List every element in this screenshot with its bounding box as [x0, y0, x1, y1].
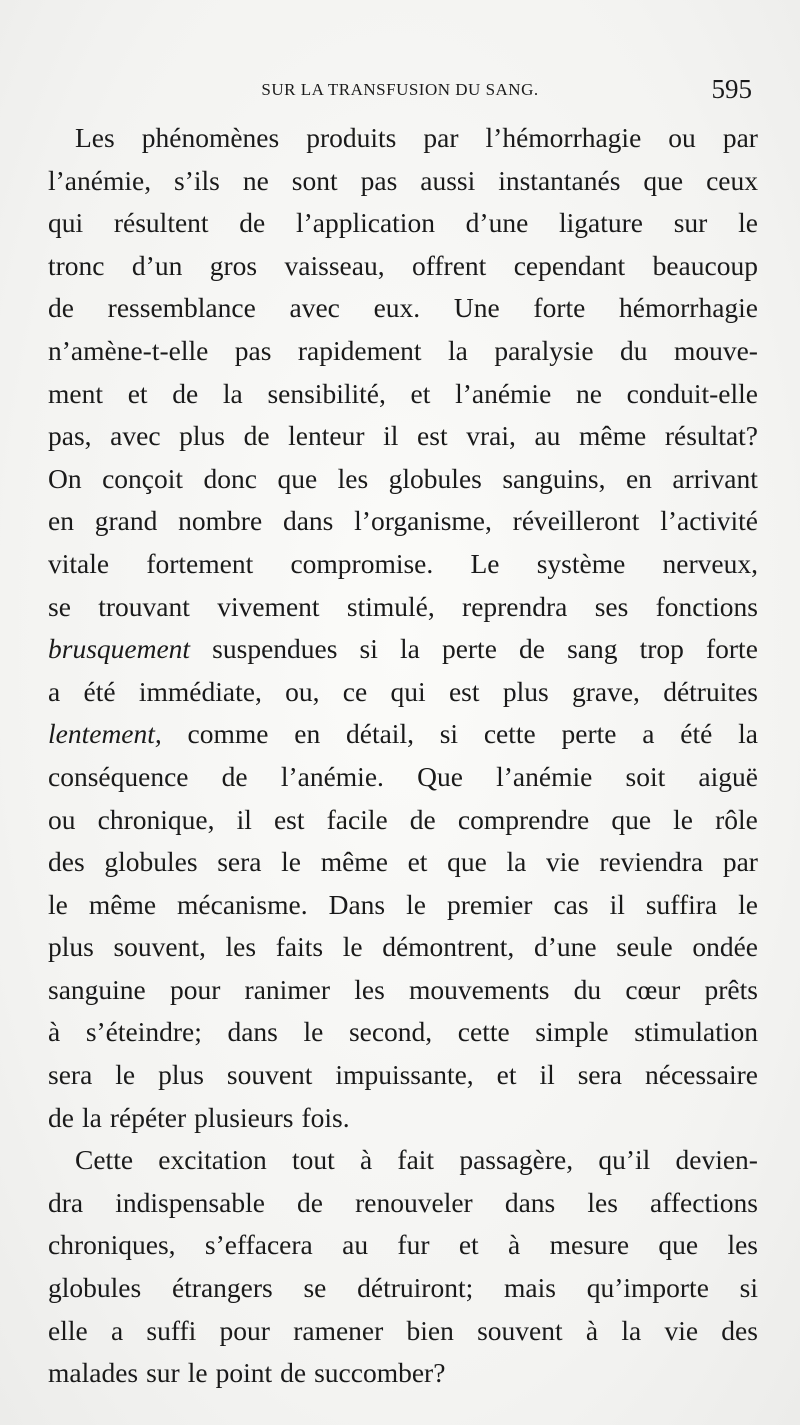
text-line: [48, 884, 758, 927]
word: de: [409, 803, 436, 835]
word: tronc: [48, 249, 105, 281]
word: ondée: [692, 931, 758, 963]
word: l’application: [295, 207, 435, 239]
word: vivement: [217, 590, 320, 622]
word: la: [448, 334, 468, 366]
running-head: [48, 74, 752, 110]
word: offrent: [411, 249, 487, 281]
word: cette: [457, 1016, 510, 1048]
word: affections: [650, 1186, 758, 1218]
body-text: [48, 117, 758, 1395]
text-line: [48, 713, 758, 756]
word: étrangers: [171, 1272, 273, 1304]
word: et: [410, 377, 431, 409]
word: Que: [417, 760, 463, 792]
text-line: [48, 117, 758, 160]
word: fois.: [301, 1101, 350, 1133]
word: cette: [483, 718, 536, 750]
word: le: [673, 803, 693, 835]
word: système: [536, 547, 626, 579]
word: à: [359, 1144, 373, 1176]
word: si: [439, 718, 459, 750]
word: Une: [453, 292, 500, 324]
word: sera: [577, 1059, 623, 1091]
word: sanguine: [48, 973, 146, 1005]
word: détail,: [346, 718, 414, 750]
text-line: [48, 202, 758, 245]
word: la: [621, 1314, 642, 1346]
word: chronique,: [97, 803, 215, 835]
word: cas: [553, 888, 589, 920]
word: les: [337, 462, 369, 494]
word: conçoit: [102, 462, 184, 494]
word: détruites: [663, 675, 758, 707]
word: de: [48, 1101, 74, 1133]
word: de: [280, 1357, 307, 1389]
word: par: [722, 122, 758, 153]
word: Le: [470, 547, 500, 579]
word: plus: [179, 420, 225, 452]
word: il: [539, 1059, 555, 1091]
word: ou: [668, 122, 696, 153]
word: compromise.: [290, 547, 434, 579]
word: phénomènes: [141, 122, 280, 153]
word: l’activité: [660, 505, 758, 537]
word: dans: [227, 1016, 278, 1048]
word: l’hémorrhagie: [485, 122, 642, 153]
word: le: [738, 207, 758, 239]
word: eux.: [373, 292, 421, 324]
word: l’anémie,: [48, 164, 152, 196]
word: nombre: [178, 505, 263, 537]
word: nécessaire: [644, 1059, 758, 1091]
word: souvent,: [113, 931, 206, 963]
word: du: [573, 973, 602, 1005]
word: mouve-: [673, 334, 758, 366]
word: est: [273, 803, 305, 835]
word: devien-: [675, 1144, 758, 1176]
word: ramener: [293, 1314, 384, 1346]
word: le: [303, 1016, 324, 1048]
word: arrivant: [672, 462, 758, 494]
word: l’anémie.: [280, 760, 384, 792]
word: à: [585, 1314, 599, 1346]
text-line: [48, 1352, 758, 1395]
text-line: [48, 1054, 758, 1097]
word: ne: [575, 377, 602, 409]
text-line: [48, 799, 758, 842]
word: ligature: [559, 207, 644, 239]
word: brusquement: [48, 633, 191, 665]
word: forte: [533, 292, 586, 324]
word: que: [611, 803, 652, 835]
word: plus: [502, 675, 549, 707]
word: et: [458, 1229, 479, 1261]
word: il: [609, 888, 625, 920]
word: d’un: [131, 249, 183, 281]
word: plus: [48, 931, 94, 963]
word: pour: [219, 1314, 270, 1346]
word: succomber?: [314, 1357, 446, 1389]
word: grave,: [571, 675, 640, 707]
text-line: [48, 543, 758, 586]
word: et: [496, 1059, 517, 1091]
word: mouvements: [408, 973, 550, 1005]
text-line: [48, 1011, 758, 1054]
word: pas: [234, 334, 272, 366]
word: comprendre: [457, 803, 590, 835]
text-line: [48, 969, 758, 1012]
word: de: [172, 377, 199, 409]
word: gros: [209, 249, 258, 281]
word: impuissante,: [335, 1059, 474, 1091]
word: prêts: [704, 973, 758, 1005]
word: le: [342, 931, 363, 963]
page-number: 595: [711, 74, 752, 104]
running-title: SUR LA TRANSFUSION DU SANG.: [261, 80, 539, 99]
word: se: [48, 590, 71, 622]
word: plus: [158, 1059, 204, 1091]
word: sont: [291, 164, 338, 196]
word: instantanés: [498, 164, 621, 196]
word: démontrent,: [382, 931, 515, 963]
word: été: [83, 675, 116, 707]
text-line: [48, 841, 758, 884]
word: le: [738, 888, 758, 920]
word: souvent: [226, 1059, 313, 1091]
word: hémorrhagie: [619, 292, 758, 324]
word: sur: [673, 207, 708, 239]
word: par: [722, 846, 758, 878]
word: en: [48, 505, 74, 537]
word: stimulation: [634, 1016, 758, 1048]
text-line: [48, 245, 758, 288]
word: perte: [561, 718, 617, 750]
word: rôle: [715, 803, 758, 835]
word: mécanisme.: [177, 888, 308, 920]
word: fonctions: [655, 590, 758, 622]
word: Cette: [75, 1144, 134, 1176]
word: la: [222, 377, 243, 409]
word: même: [88, 888, 157, 920]
word: s’effacera: [204, 1229, 313, 1261]
word: premier: [446, 888, 533, 920]
word: est: [448, 675, 480, 707]
text-line: [48, 1139, 758, 1182]
word: avec: [110, 420, 161, 452]
text-line: [48, 586, 758, 629]
text-line: [48, 330, 758, 373]
word: le: [187, 1357, 208, 1389]
word: fait: [397, 1144, 435, 1176]
text-line: [48, 1267, 758, 1310]
word: suspendues: [212, 633, 338, 665]
word: dans: [282, 505, 334, 537]
word: grand: [94, 505, 158, 537]
word: conséquence: [48, 760, 189, 792]
word: elle: [48, 1314, 88, 1346]
word: vie: [664, 1314, 699, 1346]
word: fur: [397, 1229, 430, 1261]
word: n’amène-t-elle: [48, 334, 209, 366]
word: Dans: [328, 888, 386, 920]
word: ses: [594, 590, 629, 622]
word: comme: [187, 718, 269, 750]
word: détruiront;: [357, 1272, 474, 1304]
word: aussi: [420, 164, 476, 196]
word: vrai,: [466, 420, 516, 452]
word: bien: [406, 1314, 454, 1346]
word: sensibilité,: [267, 377, 386, 409]
word: que: [658, 1229, 699, 1261]
word: le: [281, 846, 302, 878]
word: si: [739, 1272, 758, 1304]
word: de: [239, 207, 266, 239]
word: point: [215, 1357, 273, 1389]
word: des: [721, 1314, 758, 1346]
word: l’organisme,: [354, 505, 492, 537]
word: les: [225, 931, 257, 963]
word: pour: [169, 973, 221, 1005]
text-line: [48, 1310, 758, 1353]
word: le: [115, 1059, 136, 1091]
text-line: [48, 628, 758, 671]
word: si: [359, 633, 378, 665]
word: cependant: [513, 249, 626, 281]
word: trouvant: [98, 590, 190, 622]
word: facile: [326, 803, 388, 835]
word: de: [221, 760, 248, 792]
word: globules: [104, 846, 198, 878]
word: vie: [546, 846, 580, 878]
text-line: [48, 756, 758, 799]
word: nerveux,: [662, 547, 758, 579]
word: trop: [639, 633, 684, 665]
text-line: [48, 287, 758, 330]
word: rapidement: [297, 334, 422, 366]
word: l’anémie: [455, 377, 552, 409]
word: de: [297, 1186, 324, 1218]
word: faits: [275, 931, 324, 963]
word: ceux: [706, 164, 758, 196]
word: reviendra: [599, 846, 704, 878]
word: seule: [616, 931, 673, 963]
word: qu’importe: [586, 1272, 709, 1304]
text-line: [48, 926, 758, 969]
word: ment: [48, 377, 103, 409]
word: s’ils: [174, 164, 220, 196]
word: tout: [291, 1144, 335, 1176]
word: stimulé,: [346, 590, 435, 622]
word: pas: [360, 164, 398, 196]
word: beaucoup: [652, 249, 758, 281]
word: en: [294, 718, 321, 750]
word: lenteur: [288, 420, 365, 452]
word: sera: [217, 846, 262, 878]
word: dans: [504, 1186, 556, 1218]
word: excitation: [158, 1144, 267, 1176]
word: cœur: [625, 973, 681, 1005]
word: la: [506, 846, 527, 878]
word: été: [680, 718, 713, 750]
word: globules: [388, 462, 482, 494]
word: ranimer: [244, 973, 331, 1005]
word: la: [81, 1101, 102, 1133]
word: sang: [567, 633, 618, 665]
word: que: [447, 846, 487, 878]
word: ou: [48, 803, 76, 835]
word: sanguins,: [502, 462, 606, 494]
word: de: [48, 292, 74, 324]
word: d’une: [465, 207, 529, 239]
word: donc: [203, 462, 257, 494]
word: qui: [390, 675, 426, 707]
text-line: [48, 373, 758, 416]
word: réveilleront: [512, 505, 640, 537]
word: Les: [75, 122, 115, 153]
word: globules: [48, 1272, 142, 1304]
text-line: [48, 415, 758, 458]
word: pas,: [48, 420, 92, 452]
word: conduit-elle: [626, 377, 758, 409]
word: et: [407, 846, 428, 878]
word: même: [320, 846, 388, 878]
word: résultat?: [664, 420, 758, 452]
word: soit: [625, 760, 666, 792]
word: par: [423, 122, 459, 153]
word: la: [399, 633, 420, 665]
word: est: [417, 420, 448, 452]
word: sera: [48, 1059, 93, 1091]
word: souvent: [477, 1314, 563, 1346]
text-line: [48, 1224, 758, 1267]
word: ressemblance: [107, 292, 256, 324]
text-line: [48, 1182, 758, 1225]
word: suffi: [146, 1314, 197, 1346]
word: simple: [535, 1016, 609, 1048]
word: immédiate,: [138, 675, 262, 707]
word: de: [519, 633, 545, 665]
word: les: [354, 973, 385, 1005]
word: s’éteindre;: [85, 1016, 202, 1048]
text-line: [48, 500, 758, 543]
word: produits: [306, 122, 397, 153]
word: la: [738, 718, 758, 750]
word: suffira: [645, 888, 718, 920]
word: plusieurs: [194, 1101, 294, 1133]
word: On: [48, 462, 82, 494]
word: aiguë: [698, 760, 758, 792]
word: mais: [504, 1272, 556, 1304]
word: a: [110, 1314, 124, 1346]
word: dra: [48, 1186, 84, 1218]
word: répéter: [109, 1101, 187, 1133]
word: indispensable: [115, 1186, 265, 1218]
word: au: [342, 1229, 369, 1261]
word: en: [625, 462, 652, 494]
text-line: [48, 671, 758, 714]
word: du: [620, 334, 648, 366]
word: l’anémie: [496, 760, 593, 792]
word: sur: [146, 1357, 180, 1389]
word: se: [303, 1272, 327, 1304]
word: que: [643, 164, 684, 196]
word: de: [243, 420, 270, 452]
word: malades: [48, 1357, 139, 1389]
word: les: [727, 1229, 758, 1261]
word: et: [127, 377, 148, 409]
word: renouveler: [355, 1186, 473, 1218]
word: ce: [342, 675, 368, 707]
text-line: [48, 160, 758, 203]
word: le: [48, 888, 68, 920]
word: au: [534, 420, 561, 452]
word: même: [579, 420, 647, 452]
word: avec: [289, 292, 340, 324]
text-line: [48, 1097, 758, 1140]
word: il: [236, 803, 252, 835]
word: a: [48, 675, 61, 707]
word: vitale: [48, 547, 110, 579]
word: lentement,: [48, 718, 162, 750]
word: paralysie: [494, 334, 594, 366]
word: chroniques,: [48, 1229, 176, 1261]
word: que: [277, 462, 318, 494]
word: passagère,: [459, 1144, 574, 1176]
word: a: [642, 718, 655, 750]
word: perte: [441, 633, 497, 665]
word: mesure: [549, 1229, 630, 1261]
word: fortement: [146, 547, 254, 579]
word: le: [406, 888, 426, 920]
word: qui: [48, 207, 84, 239]
word: d’une: [533, 931, 597, 963]
word: second,: [348, 1016, 433, 1048]
word: il: [383, 420, 399, 452]
word: résultent: [113, 207, 209, 239]
word: les: [587, 1186, 618, 1218]
word: à: [508, 1229, 521, 1261]
word: ne: [242, 164, 269, 196]
word: qu’il: [598, 1144, 651, 1176]
word: à: [48, 1016, 61, 1048]
text-line: [48, 458, 758, 501]
word: ou,: [285, 675, 320, 707]
word: reprendra: [462, 590, 568, 622]
word: vaisseau,: [284, 249, 385, 281]
word: forte: [705, 633, 758, 665]
word: des: [48, 846, 85, 878]
